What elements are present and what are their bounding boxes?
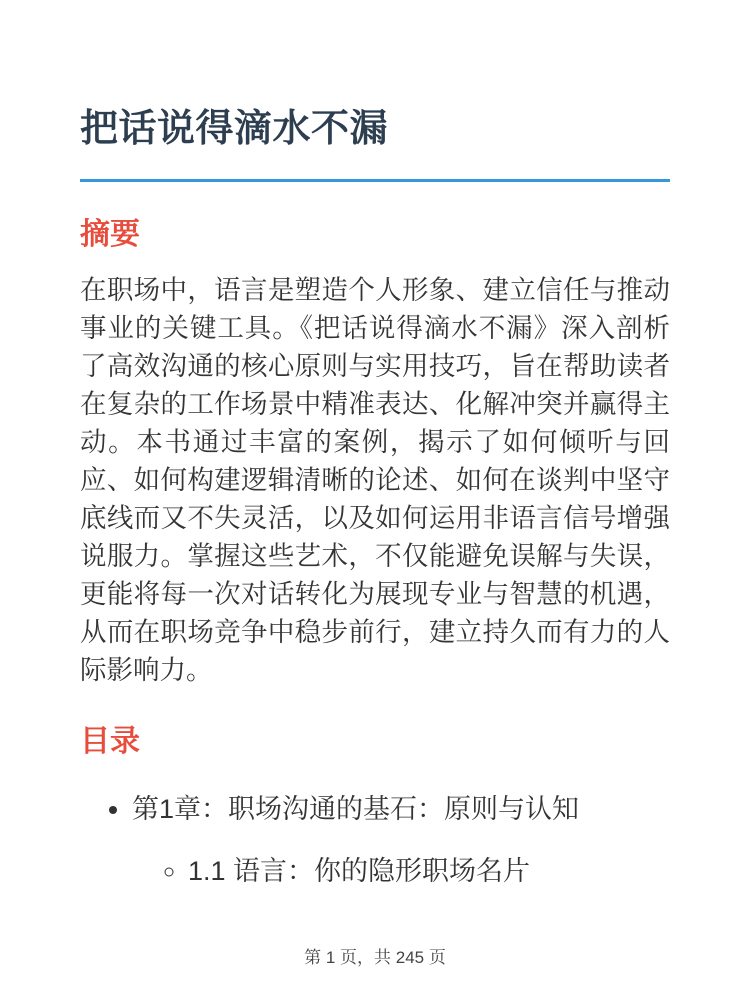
toc-subitem-label: 1.1 语言：你的隐形职场名片 (188, 855, 531, 886)
abstract-paragraph: 在职场中，语言是塑造个人形象、建立信任与推动事业的关键工具。《把话说得滴水不漏》深入剖析了高效沟通的核心原则与实用技巧，旨在帮助读者在复杂的工作场景中精准表达、化解冲突并赢得主动。本书通过丰富的案例，揭示了如何倾听与回应、如何构建逻辑清晰的论述、如何在谈判中坚守底线而又不失灵活，以及如何运用非语言信号增强说服力。掌握这些艺术，不仅能避免误解与失误，更能将每一次对话转化为展现专业与智慧的机遇，从而在职场竞争中稳步前行，建立持久而有力的人际影响力。 (80, 274, 670, 685)
toc-heading: 目录 (80, 724, 140, 758)
toc-sublist-chapter-1 (132, 854, 670, 888)
page-footer (0, 943, 750, 968)
abstract-heading: 摘要 (80, 217, 140, 251)
page-title: 把话说得滴水不漏 (80, 108, 389, 150)
page-indicator: 第 1 页，共 245 页 (304, 948, 446, 967)
toc-item-label: 第1章：职场沟通的基石：原则与认知 (132, 793, 580, 824)
toc-item-section-1-1 (188, 854, 670, 888)
toc-item-chapter-1 (132, 792, 670, 888)
toc-list (80, 792, 670, 888)
title-divider (80, 179, 670, 182)
